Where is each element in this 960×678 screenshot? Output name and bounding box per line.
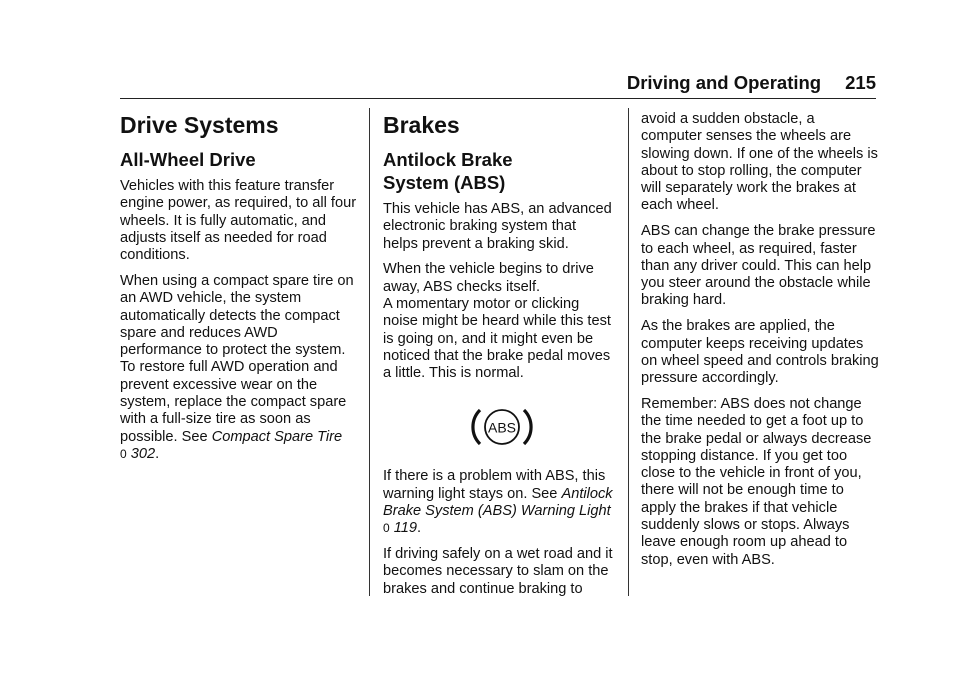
awd-paragraph-1: Vehicles with this feature transfer engine power, as required, to all four wheels. It is fully automatic, and adjusts itself as needed for road conditions.: [120, 178, 357, 264]
abs-paragraph-6: ABS can change the brake pressure to each wheel, as required, faster than any driver could. This can help you steer around the obstacle while braking hard.: [641, 223, 876, 309]
column-2: [383, 108, 613, 607]
header-rule: [120, 98, 876, 99]
section-heading-brakes: Brakes: [383, 112, 460, 138]
sentence-end: .: [417, 520, 422, 537]
sentence-end: .: [155, 445, 160, 462]
abs-paragraph-5: avoid a sudden obstacle, a computer senses the wheels are slowing down. If one of the wheels is about to stop rolling, the computer will separately work the brakes at each wheel.: [641, 111, 878, 214]
xref-arrow-icon: 0: [120, 446, 127, 461]
column-divider-1: [369, 108, 370, 596]
awd-paragraph-2: [120, 273, 358, 463]
abs-symbol-text: ABS: [487, 419, 517, 436]
abs-paragraph-2: [383, 261, 613, 382]
abs-warning-light-icon: [470, 402, 534, 452]
column-3: [641, 111, 879, 577]
xref-compact-spare-tire[interactable]: Compact Spare Tire: [211, 428, 343, 445]
running-header: [600, 72, 876, 94]
abs-paragraph-1: This vehicle has ABS, an advanced electronic braking system that helps prevent a braking skid.: [383, 201, 612, 252]
subheading-abs: [383, 148, 613, 194]
page-number: 215: [845, 72, 876, 93]
xref-page-119[interactable]: 119: [393, 520, 418, 537]
abs-paragraph-3-text: If there is a problem with ABS, this warning light stays on. See: [383, 468, 606, 502]
subheading-all-wheel-drive: All-Wheel Drive: [120, 149, 256, 170]
subheading-abs-line-2: System (ABS): [383, 172, 506, 193]
xref-abs-warning-light[interactable]: Antilock Brake System (ABS) Warning Light: [383, 485, 613, 520]
abs-paragraph-3: [383, 468, 613, 537]
abs-warning-symbol: [383, 402, 613, 452]
abs-paragraph-2-line-1: When the vehicle begins to drive away, ABS checks itself.: [383, 261, 594, 295]
xref-page-302[interactable]: 302: [130, 445, 156, 462]
subheading-abs-line-1: Antilock Brake: [383, 149, 513, 170]
abs-paragraph-4: If driving safely on a wet road and it becomes necessary to slam on the brakes and continue braking to: [383, 546, 613, 597]
xref-arrow-icon: 0: [383, 521, 390, 536]
column-1: [120, 108, 358, 472]
awd-paragraph-2-text: When using a compact spare tire on an AWD vehicle, the system automatically detects the compact spare and reduces AWD performance to protect the system. To restore full AWD operation and prevent excessive wear on the system, replace the compact spare with a full-size tire as soon as possible. See: [120, 272, 354, 445]
section-title: Driving and Operating: [626, 72, 822, 93]
section-heading-drive-systems: Drive Systems: [120, 112, 279, 138]
abs-paragraph-8: Remember: ABS does not change the time needed to get a foot up to the brake pedal or always decrease stopping distance. If you get too close to the vehicle in front of you, there will not be enough time to apply the brakes if that vehicle suddenly slows or stops. Always leave enough room up ahead to stop, even with ABS.: [641, 395, 872, 568]
abs-paragraph-7: As the brakes are applied, the computer keeps receiving updates on wheel speed and controls braking pressure accordingly.: [641, 318, 879, 387]
abs-paragraph-2-line-2: A momentary motor or clicking noise might be heard while this test is going on, and it might even be noticed that the brake pedal moves a little. This is normal.: [383, 295, 611, 382]
column-divider-2: [628, 108, 629, 596]
